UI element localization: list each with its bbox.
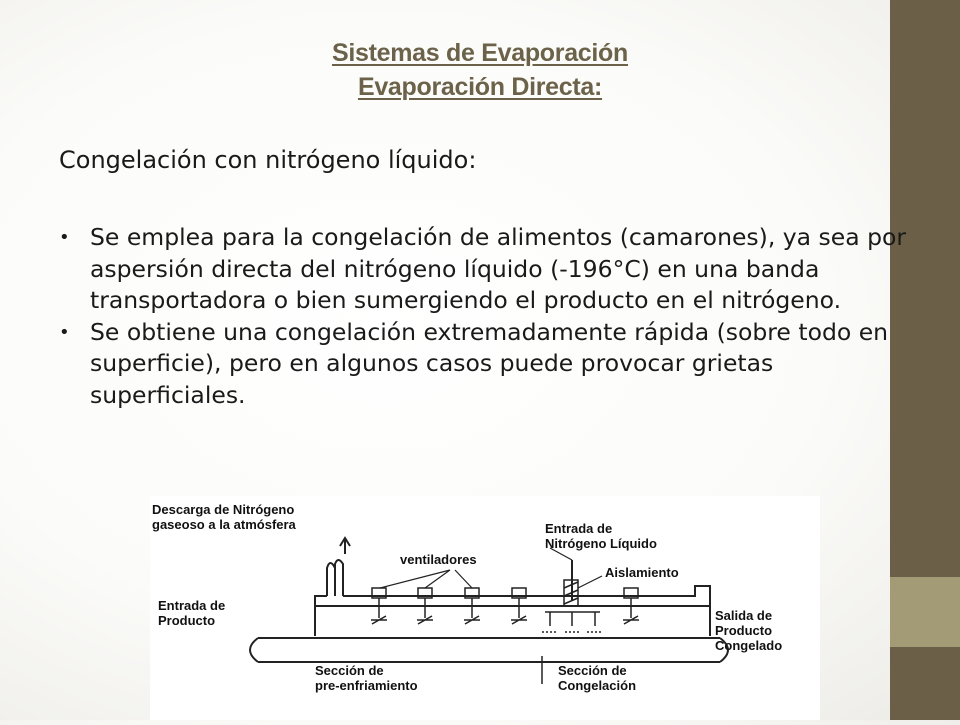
slide-subtitle: Congelación con nitrógeno líquido: <box>59 146 477 174</box>
sidebar-accent-band <box>890 577 960 647</box>
exhaust-stack <box>327 538 350 596</box>
label-entrada-n2-line1: Entrada de <box>545 521 613 536</box>
slide-title <box>0 36 960 104</box>
label-seccion-cong-line1: Sección de <box>558 663 627 678</box>
label-entrada-n2-line2: Nitrógeno Líquido <box>545 536 657 551</box>
bullet-dot: • <box>59 227 70 248</box>
label-salida-line1: Salida de <box>715 608 773 623</box>
bullet-item <box>59 222 909 317</box>
bullet-item <box>59 317 909 412</box>
label-salida-line3: Congelado <box>715 638 783 653</box>
label-entrada-producto-line2: Producto <box>158 613 216 628</box>
label-seccion-cong-line2: Congelación <box>558 678 637 693</box>
freezer-diagram <box>150 496 820 720</box>
label-aislamiento: Aislamiento <box>605 565 679 580</box>
title-line-1: Sistemas de Evaporación <box>331 39 628 67</box>
title-line-2: Evaporación Directa: <box>357 73 603 101</box>
label-seccion-pre-line1: Sección de <box>315 663 384 678</box>
label-descarga-line1: Descarga de Nitrógeno <box>152 502 295 517</box>
freezer-diagram-svg <box>150 496 820 720</box>
label-salida-line2: Producto <box>715 623 773 638</box>
label-seccion-pre-line2: pre-enfriamiento <box>315 678 418 693</box>
bullet-text: Se emplea para la congelación de alimentos (camarones), ya sea por aspersión directa del nitrógeno líquido (-196°C) en una banda transportadora o bien sumergiendo el producto en el nitrógeno. <box>90 223 907 314</box>
label-ventiladores: ventiladores <box>400 552 477 567</box>
label-descarga-line2: gaseoso a la atmósfera <box>152 517 296 532</box>
bullet-dot: • <box>59 321 70 343</box>
bullet-list <box>59 222 909 411</box>
sidebar-bottom-band <box>890 647 960 720</box>
label-entrada-producto-line1: Entrada de <box>158 598 226 613</box>
bullet-text: Se obtiene una congelación extremadamente rápida (sobre todo en superficie), pero en algunos casos puede provocar grietas superficiales. <box>90 317 889 409</box>
